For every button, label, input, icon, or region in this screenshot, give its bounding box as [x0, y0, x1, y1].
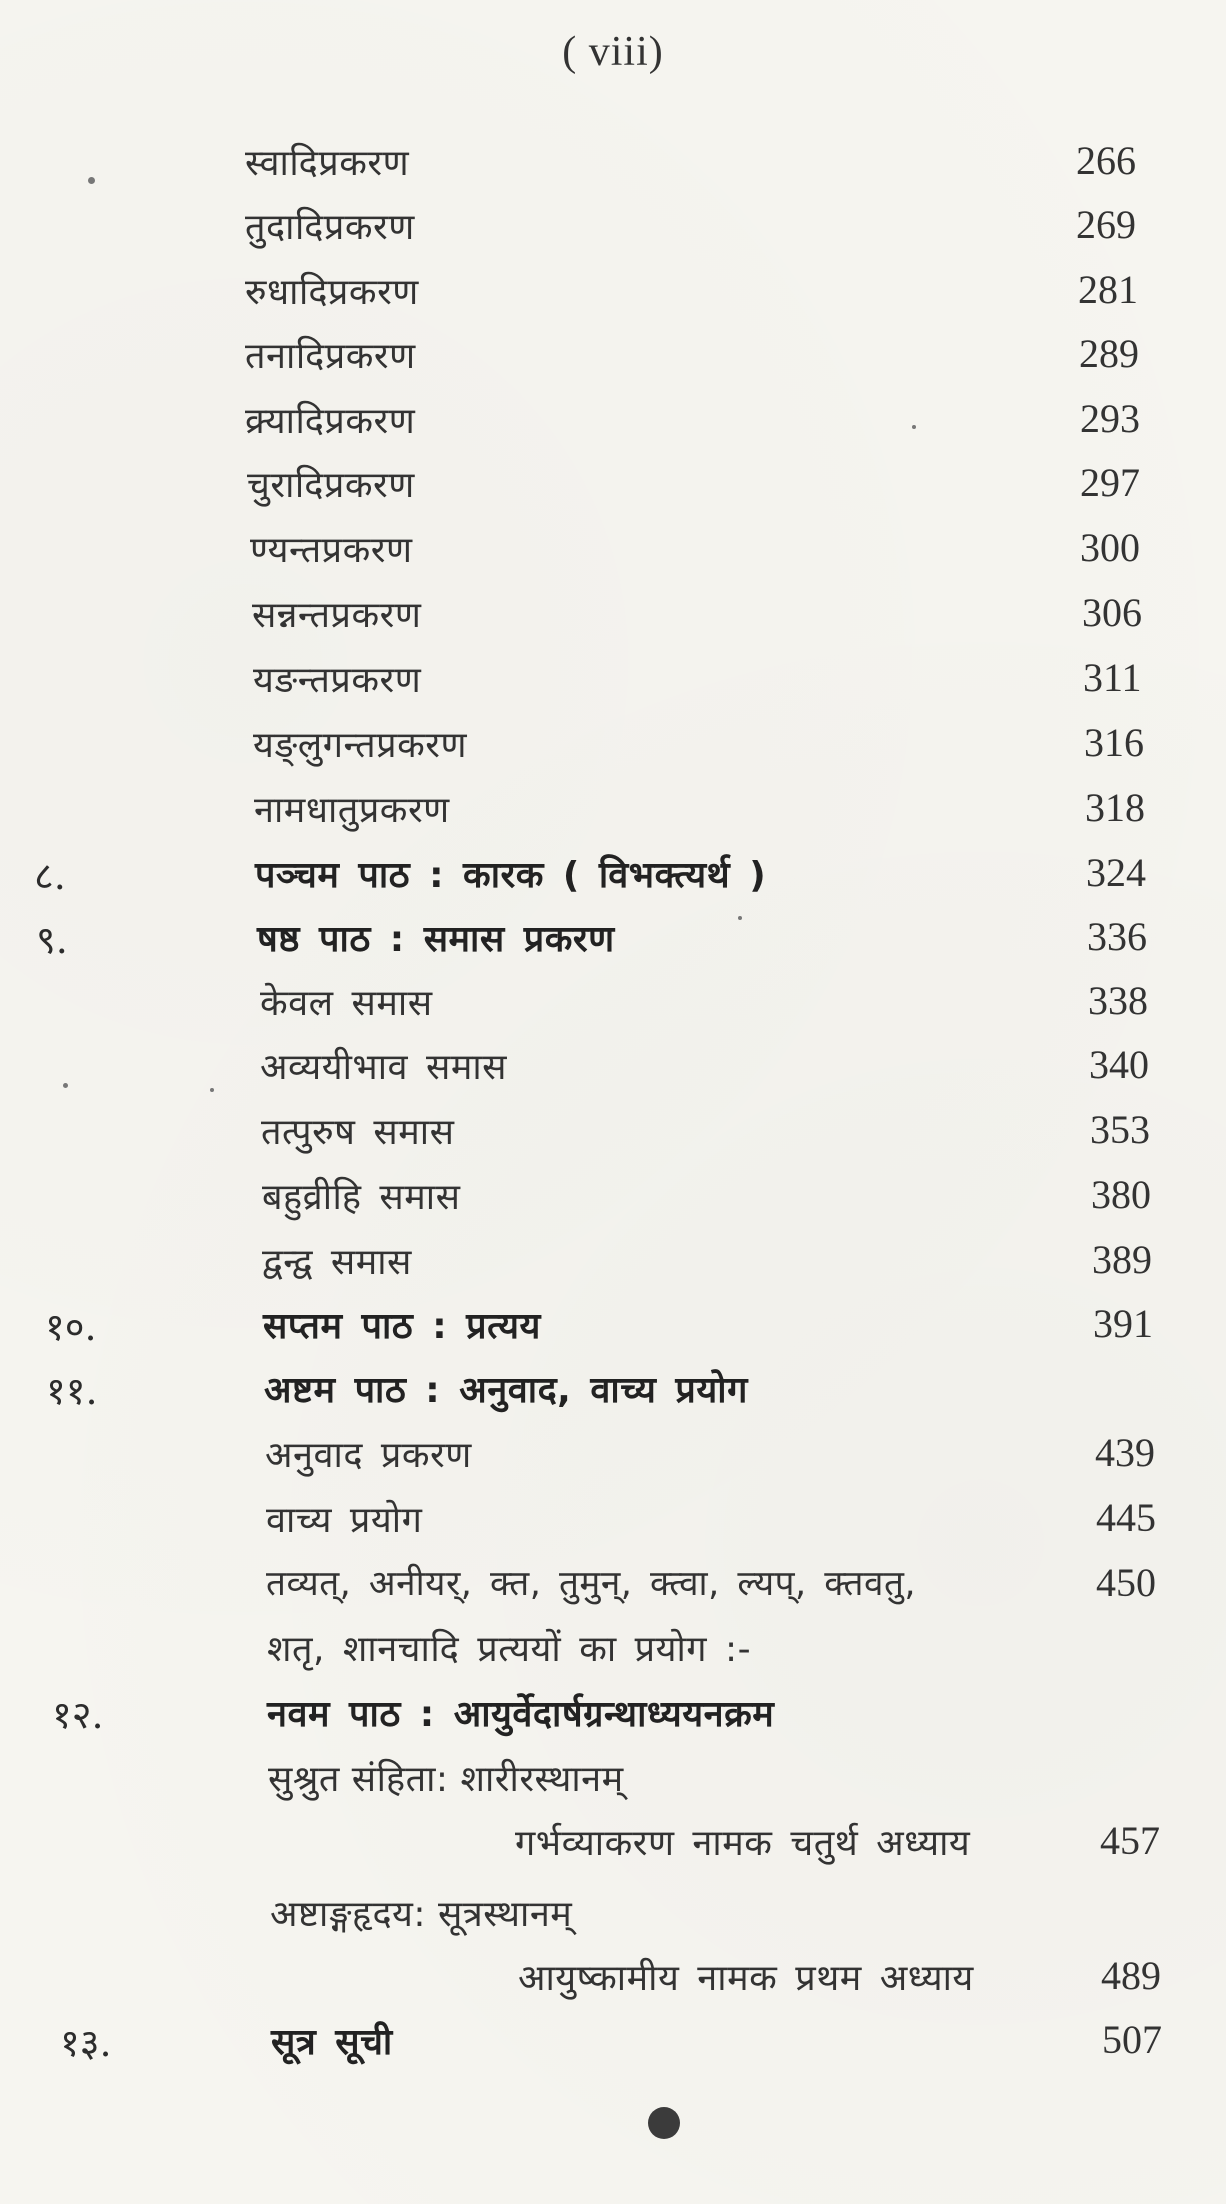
- entry-page: 489: [1101, 1953, 1161, 1998]
- entry-page: 266: [1076, 138, 1136, 183]
- entry-page: 297: [1080, 460, 1140, 505]
- entry-title: सन्नन्तप्रकरण: [252, 595, 422, 636]
- toc-entry: [0, 1236, 1226, 1296]
- toc-entry: [0, 1106, 1226, 1166]
- entry-title: वाच्य प्रयोग: [266, 1500, 423, 1541]
- entry-page: 450: [1096, 1560, 1156, 1605]
- entry-title: सुश्रुत संहिता: शारीरस्थानम्: [268, 1759, 624, 1800]
- toc-entry: [0, 1429, 1226, 1489]
- entry-page: 311: [1083, 655, 1142, 700]
- entry-title: अव्ययीभाव समास: [260, 1047, 508, 1088]
- toc-chapter: [0, 1688, 1226, 1748]
- toc-entry: [0, 654, 1226, 714]
- entry-page: 389: [1092, 1237, 1152, 1282]
- toc-chapter: [0, 2016, 1226, 2076]
- entry-page: 269: [1076, 202, 1136, 247]
- ornament-dot-icon: [648, 2107, 680, 2139]
- entry-page: 293: [1080, 396, 1140, 441]
- entry-page: 391: [1093, 1301, 1153, 1346]
- entry-title: गर्भव्याकरण नामक चतुर्थ अध्याय: [515, 1823, 971, 1864]
- entry-page: 300: [1080, 525, 1140, 570]
- entry-title: अनुवाद प्रकरण: [265, 1435, 472, 1476]
- toc-entry: [0, 1817, 1226, 1877]
- toc-entry: [0, 1494, 1226, 1554]
- entry-title: क्र्यादिप्रकरण: [245, 401, 416, 442]
- entry-title: ण्यन्तप्रकरण: [250, 530, 413, 571]
- entry-title: तत्पुरुष समास: [261, 1112, 455, 1153]
- entry-page: 289: [1079, 331, 1139, 376]
- scan-speck: [912, 425, 916, 429]
- roman-page-number: ( viii): [562, 29, 664, 75]
- toc-entry: [0, 589, 1226, 649]
- scan-speck: [88, 177, 95, 184]
- toc-entry: [0, 1041, 1226, 1101]
- entry-title: केवल समास: [260, 983, 433, 1024]
- toc-entry: [0, 330, 1226, 390]
- toc-entry: [0, 1753, 1226, 1813]
- entry-title: बहुव्रीहि समास: [262, 1177, 461, 1218]
- entry-title: अष्टाङ्गहृदय: सूत्रस्थानम्: [270, 1894, 573, 1935]
- entry-title: आयुष्कामीय नामक प्रथम अध्याय: [518, 1958, 974, 1999]
- toc-entry: [0, 201, 1226, 261]
- chapter-number: ११.: [46, 1369, 98, 1413]
- chapter-title: सप्तम पाठ : प्रत्यय: [263, 1306, 541, 1347]
- toc-chapter: [0, 913, 1226, 973]
- chapter-title: अष्टम पाठ : अनुवाद, वाच्य प्रयोग: [264, 1370, 748, 1411]
- chapter-title: पञ्चम पाठ : कारक ( विभक्त्यर्थ ): [255, 855, 767, 896]
- entry-title: नामधातुप्रकरण: [254, 790, 450, 831]
- chapter-number: १२.: [52, 1693, 104, 1737]
- toc-entry: [0, 137, 1226, 197]
- toc-entry: [0, 977, 1226, 1037]
- scan-speck: [738, 916, 742, 920]
- entry-page: 336: [1087, 914, 1147, 959]
- toc-entry: [0, 395, 1226, 455]
- chapter-title: नवम पाठ : आयुर्वेदार्षग्रन्थाध्ययनक्रम: [267, 1694, 775, 1735]
- chapter-number: ९.: [36, 918, 68, 962]
- entry-title: स्वादिप्रकरण: [245, 143, 410, 184]
- entry-page: 457: [1100, 1818, 1160, 1863]
- entry-page: 324: [1086, 850, 1146, 895]
- chapter-number: १०.: [45, 1305, 97, 1349]
- toc-entry: [0, 1952, 1226, 2012]
- entry-title: द्वन्द्व समास: [262, 1242, 412, 1283]
- entry-page: 507: [1102, 2017, 1162, 2062]
- chapter-title: षष्ठ पाठ : समास प्रकरण: [257, 919, 615, 960]
- entry-title: यङन्तप्रकरण: [253, 660, 422, 701]
- entry-title: रुधादिप्रकरण: [245, 272, 419, 313]
- entry-page: 340: [1089, 1042, 1149, 1087]
- entry-page: 306: [1082, 590, 1142, 635]
- chapter-number: ८.: [34, 854, 66, 898]
- entry-page: 353: [1090, 1107, 1150, 1152]
- entry-page: 316: [1084, 720, 1144, 765]
- scan-speck: [63, 1083, 68, 1088]
- entry-title: तव्यत्, अनीयर्, क्त, तुमुन्, क्त्वा, ल्यप्, क्तवतु,: [266, 1564, 917, 1604]
- entry-title: तुदादिप्रकरण: [245, 207, 415, 248]
- toc-entry: [0, 1559, 1226, 1619]
- toc-chapter: [0, 1300, 1226, 1360]
- toc-entry: [0, 784, 1226, 844]
- scan-speck: [210, 1088, 214, 1092]
- entry-title: यङ्लुगन्तप्रकरण: [253, 725, 467, 766]
- chapter-number: १३.: [60, 2021, 112, 2065]
- toc-chapter: [0, 849, 1226, 909]
- entry-page: 445: [1096, 1495, 1156, 1540]
- toc-entry: [0, 719, 1226, 779]
- toc-entry: [0, 459, 1226, 519]
- entry-page: 338: [1088, 978, 1148, 1023]
- toc-entry: [0, 266, 1226, 326]
- toc-entry: [0, 524, 1226, 584]
- entry-title: शतृ, शानचादि प्रत्ययों का प्रयोग :-: [267, 1629, 752, 1670]
- entry-title: चुरादिप्रकरण: [247, 465, 415, 506]
- entry-page: 439: [1095, 1430, 1155, 1475]
- toc-entry: [0, 1888, 1226, 1948]
- entry-page: 380: [1091, 1172, 1151, 1217]
- entry-page: 281: [1078, 267, 1138, 312]
- toc-entry: [0, 1623, 1226, 1683]
- entry-title: तनादिप्रकरण: [245, 336, 416, 377]
- toc-chapter: [0, 1364, 1226, 1424]
- toc-entry: [0, 1171, 1226, 1231]
- chapter-title: सूत्र सूची: [271, 2022, 393, 2063]
- entry-page: 318: [1085, 785, 1145, 830]
